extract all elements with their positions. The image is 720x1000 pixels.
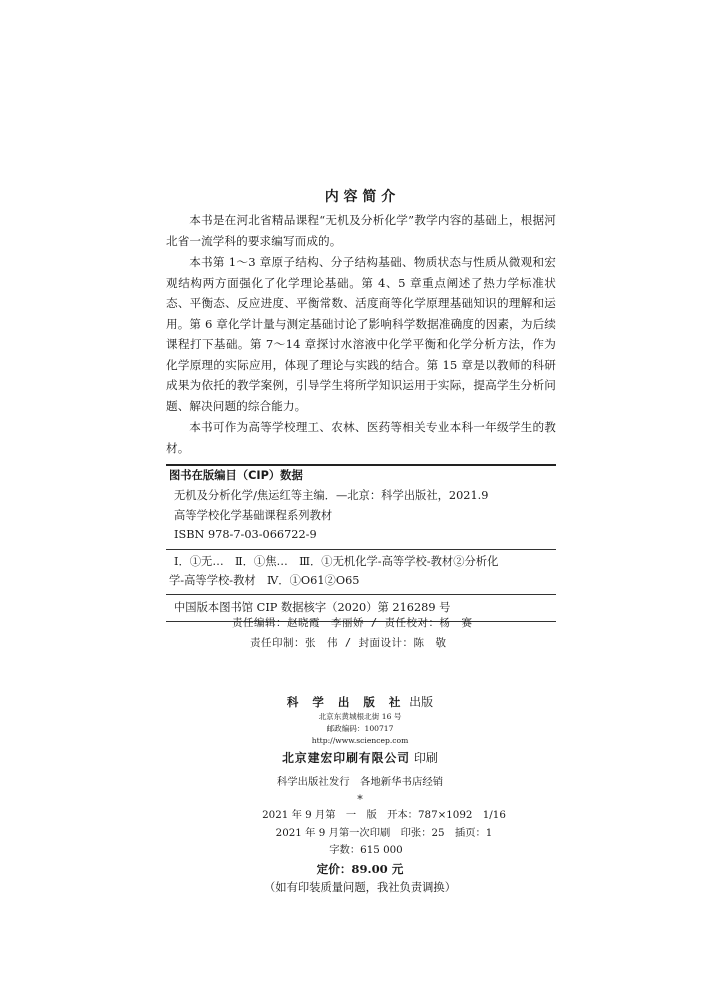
cip-lower-rule	[166, 594, 556, 595]
cip-classification-2: 学-高等学校-教材 Ⅳ．①O61②O65	[169, 573, 360, 587]
publisher-line	[0, 693, 720, 711]
separator-star: *	[357, 793, 363, 806]
summary-paragraph-1: 本书是在河北省精品课程“无机及分析化学”教学内容的基础上，根据河北省一流学科的要求编写而成的。	[166, 213, 556, 248]
cip-isbn: ISBN 978-7-03-066722-9	[174, 528, 317, 541]
cip-middle-rule	[166, 549, 556, 550]
editors-block	[0, 613, 720, 653]
publisher-name: 科 学 出 版 社	[286, 695, 406, 709]
cip-number: 中国版本图书馆 CIP 数据核字（2020）第 216289 号	[174, 600, 451, 614]
publisher-suffix: 出版	[405, 695, 434, 709]
price: 定价：89.00 元	[316, 861, 404, 876]
editors-line-1: 责任编辑：赵晓霞 李丽娇 / 责任校对：杨 赛	[232, 617, 473, 629]
quality-notice: （如有印装质量问题，我社负责调换）	[263, 880, 457, 894]
edition-line-1: 2021 年 9 月第 一 版 开本：787×1092 1/16	[262, 809, 506, 821]
publisher-address: 北京东黄城根北街 16 号	[318, 712, 402, 721]
cip-heading: 图书在版编目（CIP）数据	[169, 469, 303, 482]
cip-title-line: 无机及分析化学/焦运红等主编．—北京：科学出版社，2021.9	[174, 489, 489, 502]
summary-paragraph-3: 本书可作为高等学校理工、农林、医药等相关专业本科一年级学生的教材。	[166, 420, 556, 455]
cip-classification-1: Ⅰ．①无… Ⅱ．①焦… Ⅲ．①无机化学-高等学校-教材②分析化	[174, 554, 499, 568]
publisher-postcode: 邮政编码：100717	[326, 724, 394, 733]
word-count: 字数：615 000	[329, 844, 403, 856]
printer-suffix: 印刷	[410, 751, 438, 765]
summary-title: 内 容 简 介	[324, 189, 396, 205]
cip-block	[166, 464, 556, 624]
editors-line-2: 责任印制：张 伟 / 封面设计：陈 敬	[250, 637, 447, 649]
publication-info	[0, 693, 720, 898]
summary-body	[166, 210, 556, 459]
distribution: 科学出版社发行 各地新华书店经销	[276, 776, 444, 788]
publisher-website: http://www.sciencep.com	[311, 736, 409, 745]
printer-line	[0, 749, 720, 767]
cip-series: 高等学校化学基础课程系列教材	[174, 508, 333, 522]
summary-paragraph-2: 本书第 1～3 章原子结构、分子结构基础、物质状态与性质从微观和宏观结构两方面强化了化学理论基础。第 4、5 章重点阐述了热力学标准状态、平衡态、反应进度、平衡常数、活度商等化学原理基础知识的理解和运用。第 6 章化学计量与测定基础讨论了影响科学数据准确度的因素，为后续课程打下基础。第 7～14 章探讨水溶液中化学平衡和化学分析方法，作为化学原理的实际应用，体现了理论与实践的结合。第 15 章是以教师的科研成果为依托的教学案例，引导学生将所学知识运用于实际，提高学生分析问题、解决问题的综合能力。	[166, 255, 556, 413]
printer-name: 北京建宏印刷有限公司	[282, 751, 411, 765]
edition-line-2: 2021 年 9 月第一次印刷 印张：25 插页：1	[275, 826, 493, 839]
